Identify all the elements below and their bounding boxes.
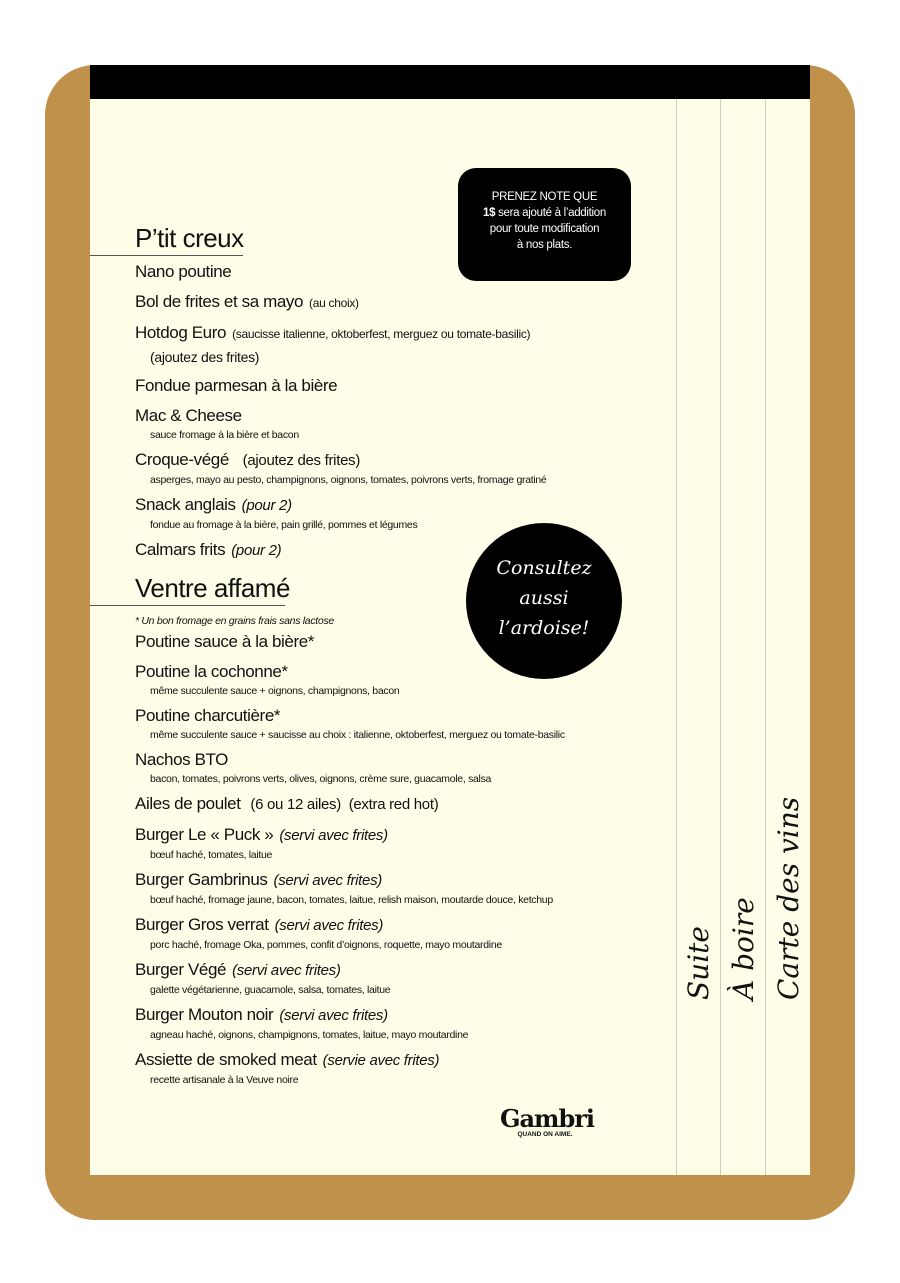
section-items — [135, 260, 655, 569]
menu-item — [135, 704, 655, 742]
slate-line: l’ardoise! — [498, 617, 590, 639]
menu-item — [135, 913, 655, 952]
item-description: bacon, tomates, poivrons verts, olives, oignons, crème sure, guacamole, salsa — [150, 773, 492, 785]
item-description: agneau haché, oignons, champignons, tomates, laitue, mayo moutardine — [150, 1029, 469, 1041]
item-name: Nachos BTO — [135, 750, 229, 769]
notice-line: pour toute modification — [489, 223, 600, 235]
item-name: Croque-végé — [135, 450, 229, 469]
menu-item — [135, 748, 655, 786]
gambri-logo — [500, 1104, 594, 1138]
item-description: même succulente sauce + oignons, champignons, bacon — [150, 685, 400, 697]
menu-item-line — [135, 748, 655, 772]
menu-item — [135, 493, 655, 532]
menu-item-line — [135, 374, 655, 398]
item-note: (servi avec frites) — [279, 827, 388, 844]
logo-wordmark: Gambri — [500, 1104, 594, 1133]
item-name: Burger Gros verrat — [135, 915, 269, 934]
item-name: Calmars frits — [135, 540, 226, 559]
tab-divider — [765, 99, 766, 1175]
item-name: Burger Le « Puck » — [135, 825, 274, 844]
item-description: fondue au fromage à la bière, pain grillé, pommes et légumes — [150, 519, 418, 531]
item-note: (servi avec frites) — [279, 1007, 388, 1024]
menu-item — [135, 1003, 655, 1042]
section-items — [135, 613, 655, 1093]
item-name: Assiette de smoked meat — [135, 1050, 317, 1069]
menu-item — [135, 958, 655, 997]
item-note: (saucisse italienne, oktoberfest, merguez ou tomate-basilic) — [232, 327, 531, 341]
tab-a-boire[interactable]: À boire — [727, 897, 760, 1000]
notice-line: à nos plats. — [516, 239, 573, 251]
item-name: Poutine la cochonne* — [135, 662, 288, 681]
notice-amount: 1$ — [483, 207, 496, 219]
notice-line: sera ajouté à l’addition — [498, 207, 606, 219]
item-note: (pour 2) — [241, 497, 292, 514]
menu-item — [135, 660, 655, 698]
menu-item-line — [135, 660, 655, 684]
section-title: P’tit creux — [135, 223, 244, 253]
section-underline — [90, 605, 285, 606]
section-underline — [90, 255, 243, 256]
menu-item — [135, 868, 655, 907]
item-description: porc haché, fromage Oka, pommes, confit d’oignons, roquette, mayo moutardine — [150, 939, 502, 951]
menu-item — [135, 630, 655, 654]
menu-item-line — [135, 290, 655, 315]
item-name: Ailes de poulet — [135, 794, 241, 813]
menu-item-line — [135, 958, 655, 983]
item-name: Poutine sauce à la bière* — [135, 632, 315, 651]
item-name: Fondue parmesan à la bière — [135, 376, 338, 395]
menu-item-line — [135, 260, 655, 284]
item-note: (servie avec frites) — [322, 1052, 440, 1069]
section-title: Ventre affamé — [135, 573, 290, 603]
menu-item — [135, 260, 655, 284]
menu-item-line — [135, 913, 655, 938]
menu-item — [135, 404, 655, 442]
slate-line: Consultez — [496, 557, 592, 579]
tab-divider — [720, 99, 721, 1175]
menu-item — [135, 1048, 655, 1087]
item-description: asperges, mayo au pesto, champignons, oignons, tomates, poivrons verts, fromage gratiné — [150, 474, 547, 486]
item-note: (6 ou 12 ailes) (extra red hot) — [246, 796, 439, 813]
item-name: Snack anglais — [135, 495, 236, 514]
item-note: (servi avec frites) — [232, 962, 341, 979]
menu-item-line — [135, 1003, 655, 1028]
menu-item — [135, 823, 655, 862]
item-description: bœuf haché, tomates, laitue — [150, 849, 273, 861]
menu-item — [135, 321, 655, 368]
slate-line: aussi — [519, 587, 569, 609]
menu-item-line — [135, 493, 655, 518]
item-note: (pour 2) — [231, 542, 282, 559]
item-description: même succulente sauce + saucisse au choix : italienne, oktoberfest, merguez ou tomate-basilic — [150, 729, 565, 741]
item-name: Burger Mouton noir — [135, 1005, 274, 1024]
item-name: Burger Végé — [135, 960, 227, 979]
item-extra: (ajoutez des frites) — [150, 349, 260, 365]
logo-tagline: QUAND ON AIME. — [517, 1131, 573, 1138]
menu-item — [135, 792, 655, 817]
tab-suite[interactable]: Suite — [682, 926, 715, 1000]
item-description: bœuf haché, fromage jaune, bacon, tomates, laitue, relish maison, moutarde douce, ketchup — [150, 894, 553, 906]
menu-item-line — [135, 321, 655, 346]
item-note: (servi avec frites) — [273, 872, 382, 889]
item-description: galette végétarienne, guacamole, salsa, tomates, laitue — [150, 984, 391, 996]
section-footnote: * Un bon fromage en grains frais sans lactose — [135, 615, 334, 627]
menu-item-line — [135, 630, 655, 654]
item-name: Nano poutine — [135, 262, 232, 281]
item-description: recette artisanale à la Veuve noire — [150, 1074, 299, 1086]
item-name: Hotdog Euro — [135, 323, 227, 342]
menu-item-line — [135, 704, 655, 728]
menu-item-line — [135, 404, 655, 428]
menu-item-line — [135, 868, 655, 893]
item-note: (ajoutez des frites) — [234, 452, 361, 469]
menu-item-line — [135, 448, 655, 473]
menu-item-line — [135, 823, 655, 848]
menu-item — [135, 448, 655, 487]
menu-item — [135, 374, 655, 398]
item-note: (au choix) — [309, 296, 359, 310]
tab-carte-des-vins[interactable]: Carte des vins — [772, 796, 805, 1000]
menu-item-line — [135, 1048, 655, 1073]
item-name: Mac & Cheese — [135, 406, 242, 425]
item-name: Bol de frites et sa mayo — [135, 292, 304, 311]
item-note: (servi avec frites) — [274, 917, 384, 934]
tab-divider — [676, 99, 677, 1175]
item-description: sauce fromage à la bière et bacon — [150, 429, 299, 441]
menu-item — [135, 538, 655, 563]
notice-line: PRENEZ NOTE QUE — [491, 191, 598, 203]
menu-item-line — [135, 538, 655, 563]
menu-item-line — [135, 792, 655, 817]
menu-item — [135, 290, 655, 315]
item-name: Poutine charcutière* — [135, 706, 281, 725]
top-bar — [90, 65, 810, 99]
item-name: Burger Gambrinus — [135, 870, 268, 889]
